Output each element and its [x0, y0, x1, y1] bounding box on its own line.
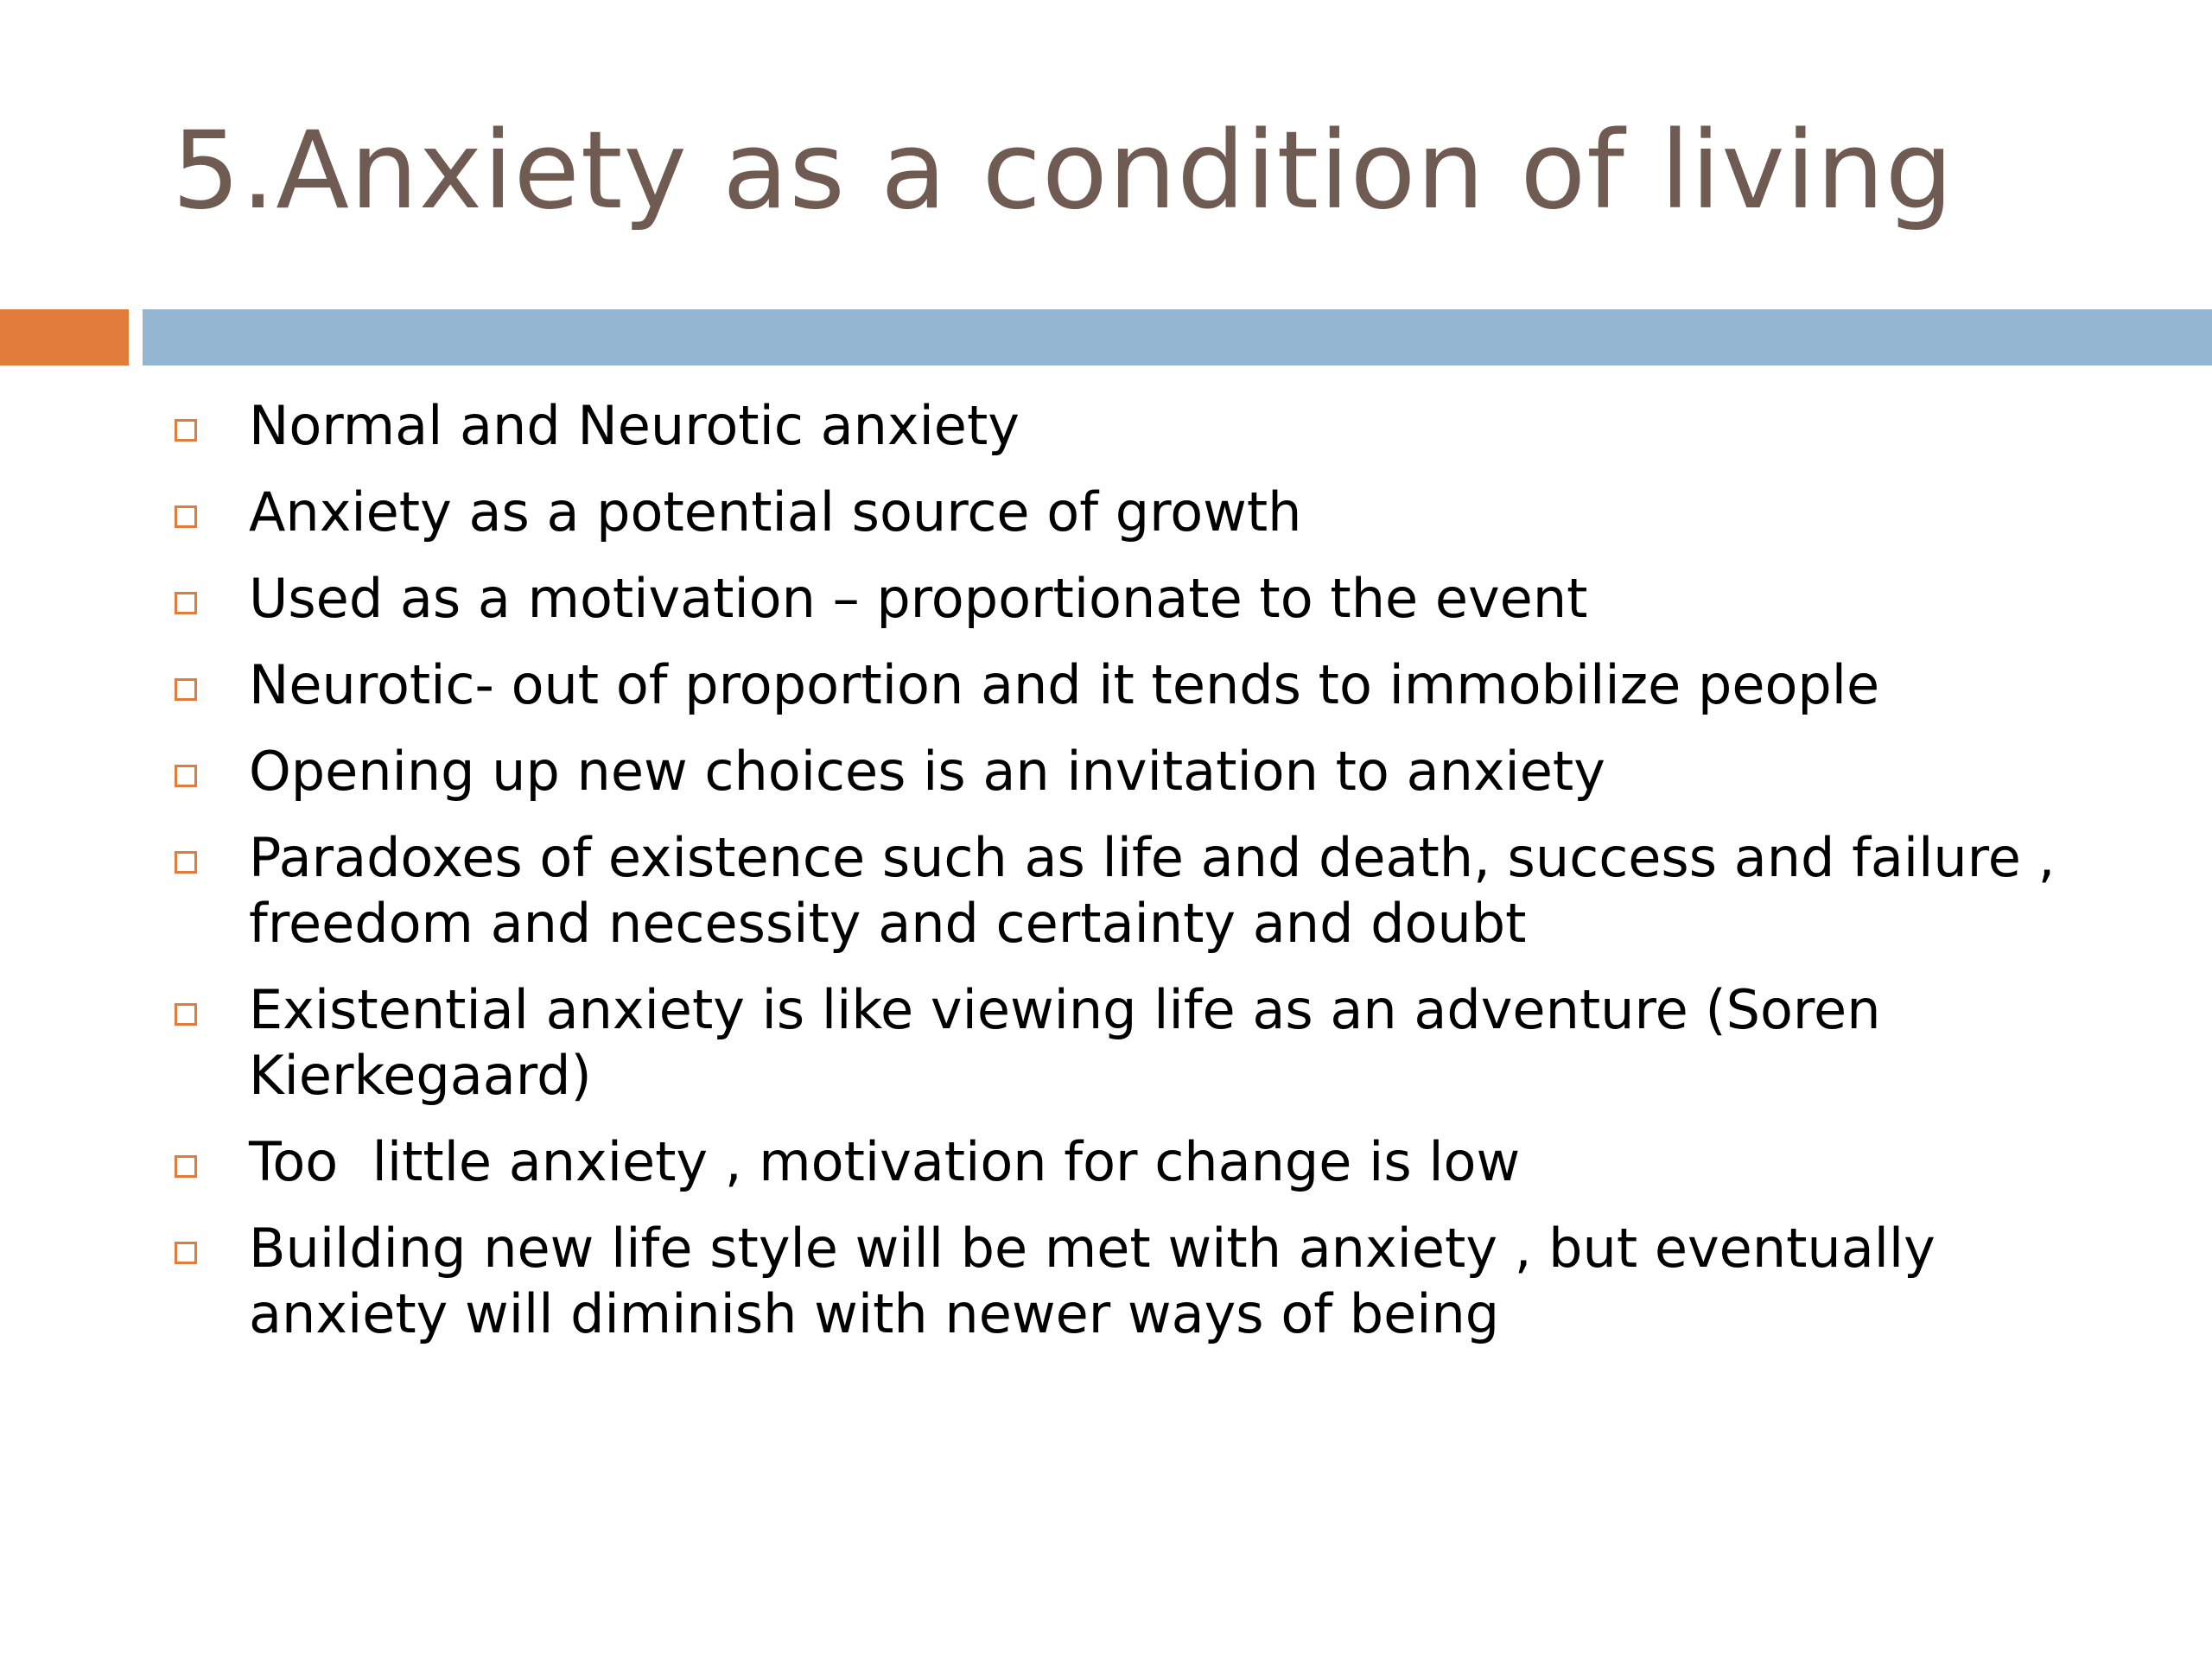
- bullet-text: Used as a motivation – proportionate to the event: [249, 567, 1588, 630]
- bullet-item: [172, 977, 2125, 1109]
- bullet-item: [172, 1129, 2125, 1195]
- hollow-square-icon: [175, 592, 197, 614]
- bullet-item: [172, 1216, 2125, 1347]
- bullet-item: [172, 825, 2125, 957]
- slide-title: 5.Anxiety as a condition of living: [172, 109, 1955, 233]
- bullet-text: Anxiety as a potential source of growth: [249, 480, 1302, 543]
- hollow-square-icon: [175, 1242, 197, 1264]
- bullet-text: Existential anxiety is like viewing life as an adventure (Soren Kierkegaard): [249, 978, 1881, 1107]
- hollow-square-icon: [175, 1003, 197, 1026]
- bullet-text: Normal and Neurotic anxiety: [249, 394, 1020, 457]
- hollow-square-icon: [175, 1155, 197, 1178]
- hollow-square-icon: [175, 851, 197, 874]
- accent-bar-blue: [143, 309, 2212, 365]
- bullet-item: [172, 393, 2125, 459]
- bullet-item: [172, 566, 2125, 632]
- bullet-list: [172, 393, 2125, 1368]
- hollow-square-icon: [175, 419, 197, 442]
- hollow-square-icon: [175, 678, 197, 701]
- bullet-item: [172, 480, 2125, 545]
- hollow-square-icon: [175, 765, 197, 787]
- bullet-text: Opening up new choices is an invitation to anxiety: [249, 740, 1605, 803]
- accent-bar-orange: [0, 309, 129, 365]
- bullet-item: [172, 652, 2125, 718]
- hollow-square-icon: [175, 505, 197, 528]
- bullet-text: Neurotic- out of proportion and it tends to immobilize people: [249, 653, 1880, 716]
- bullet-text: Too little anxiety , motivation for change is low: [249, 1130, 1521, 1193]
- bullet-item: [172, 739, 2125, 804]
- bullet-text: Paradoxes of existence such as life and death, success and failure , freedom and necessity and certainty and doubt: [249, 826, 2056, 955]
- bullet-text: Building new life style will be met with anxiety , but eventually anxiety will diminish with newer ways of being: [249, 1217, 1936, 1345]
